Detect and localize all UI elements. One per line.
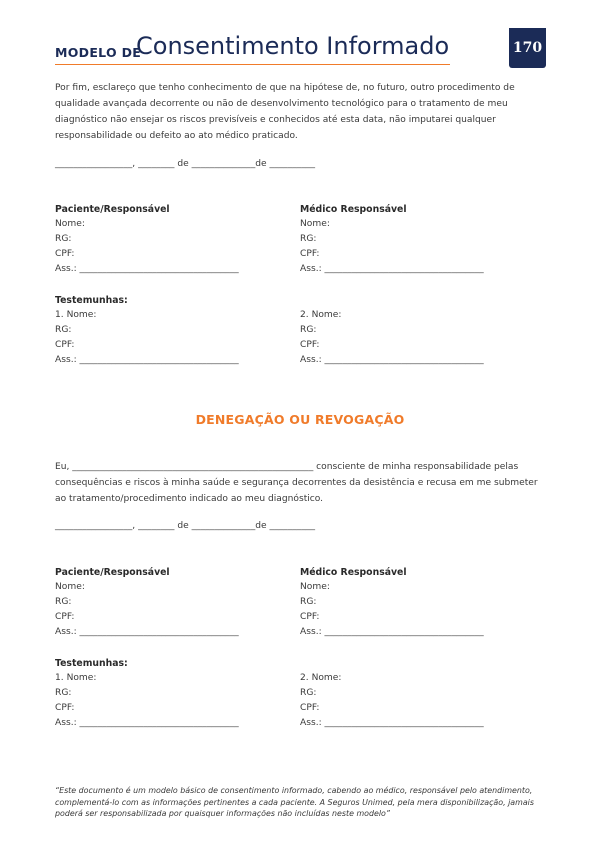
doctor-signature-field: Ass.: ___________________________________ xyxy=(300,264,484,274)
revocation-patient-name-field: Nome: xyxy=(55,582,85,592)
date-line: _________________, ________ de ______________de __________ xyxy=(55,159,315,169)
page-title: Consentimento Informado xyxy=(136,32,450,60)
revocation-witness2-cpf-field: CPF: xyxy=(300,703,320,713)
footer-disclaimer: “Este documento é um modelo básico de consentimento informado, cabendo ao médico, responsável pelo atendimento, complementá-lo com as informações pertinentes a cada paciente. A Seguros Unimed, pela mera disponibilização, jamais poderá ser responsabilizada por quaisquer informações não incluídas neste modelo” xyxy=(55,786,534,818)
doctor-rg-field: RG: xyxy=(300,234,317,244)
revocation-witness1-rg-field: RG: xyxy=(55,688,72,698)
revocation-doctor-signature-field: Ass.: ___________________________________ xyxy=(300,627,484,637)
revocation-section-title: DENEGAÇÃO OU REVOGAÇÃO xyxy=(195,412,405,427)
doctor-name-field: Nome: xyxy=(300,219,330,229)
revocation-patient-rg-field: RG: xyxy=(55,597,72,607)
header-prefix: MODELO DE xyxy=(55,45,142,60)
revocation-doctor-cpf-field: CPF: xyxy=(300,612,320,622)
witness2-rg-field: RG: xyxy=(300,325,317,335)
patient-rg-field: RG: xyxy=(55,234,72,244)
patient-block-title: Paciente/Responsável xyxy=(55,204,170,215)
revocation-doctor-title: Médico Responsável xyxy=(300,567,407,578)
witness2-name-field: 2. Nome: xyxy=(300,310,342,320)
revocation-date-line: _________________, ________ de ______________de __________ xyxy=(55,521,315,531)
patient-signature-field: Ass.: ___________________________________ xyxy=(55,264,239,274)
witness2-signature-field: Ass.: ___________________________________ xyxy=(300,355,484,365)
revocation-doctor-rg-field: RG: xyxy=(300,597,317,607)
page-number-badge: 170 xyxy=(509,28,546,68)
revocation-witness2-name-field: 2. Nome: xyxy=(300,673,342,683)
revocation-doctor-name-field: Nome: xyxy=(300,582,330,592)
witness1-rg-field: RG: xyxy=(55,325,72,335)
revocation-witness1-name-field: 1. Nome: xyxy=(55,673,97,683)
witness1-signature-field: Ass.: ___________________________________ xyxy=(55,355,239,365)
header-divider xyxy=(55,64,450,65)
revocation-patient-cpf-field: CPF: xyxy=(55,612,75,622)
revocation-paragraph xyxy=(55,459,547,507)
revocation-paragraph-text: Eu, _____________________________________________________ consciente de minha responsabilidade pelas consequências e riscos à minha saúde e segurança decorrentes da desistência e recusa em me submeter ao tratamento/procedimento indicado ao meu diagnóstico. xyxy=(55,462,538,504)
revocation-witness1-cpf-field: CPF: xyxy=(55,703,75,713)
doctor-cpf-field: CPF: xyxy=(300,249,320,259)
revocation-witness2-rg-field: RG: xyxy=(300,688,317,698)
revocation-witness2-signature-field: Ass.: ___________________________________ xyxy=(300,718,484,728)
revocation-patient-title: Paciente/Responsável xyxy=(55,567,170,578)
patient-name-field: Nome: xyxy=(55,219,85,229)
witness2-cpf-field: CPF: xyxy=(300,340,320,350)
patient-cpf-field: CPF: xyxy=(55,249,75,259)
revocation-patient-signature-field: Ass.: ___________________________________ xyxy=(55,627,239,637)
consent-paragraph xyxy=(55,80,547,144)
consent-paragraph-text: Por fim, esclareço que tenho conhecimento de que na hipótese de, no futuro, outro procedimento de qualidade avançada decorrente ou não de desenvolvimento tecnológico para o tratamento de meu diagnóstico não ensejar os riscos previsíveis e conhecidos até esta data, não imputarei qualquer responsabilidade ou defeito ao ato médico praticado. xyxy=(55,83,515,141)
witnesses-title: Testemunhas: xyxy=(55,295,128,306)
witness1-name-field: 1. Nome: xyxy=(55,310,97,320)
revocation-witness1-signature-field: Ass.: ___________________________________ xyxy=(55,718,239,728)
revocation-witnesses-title: Testemunhas: xyxy=(55,658,128,669)
witness1-cpf-field: CPF: xyxy=(55,340,75,350)
doctor-block-title: Médico Responsável xyxy=(300,204,407,215)
